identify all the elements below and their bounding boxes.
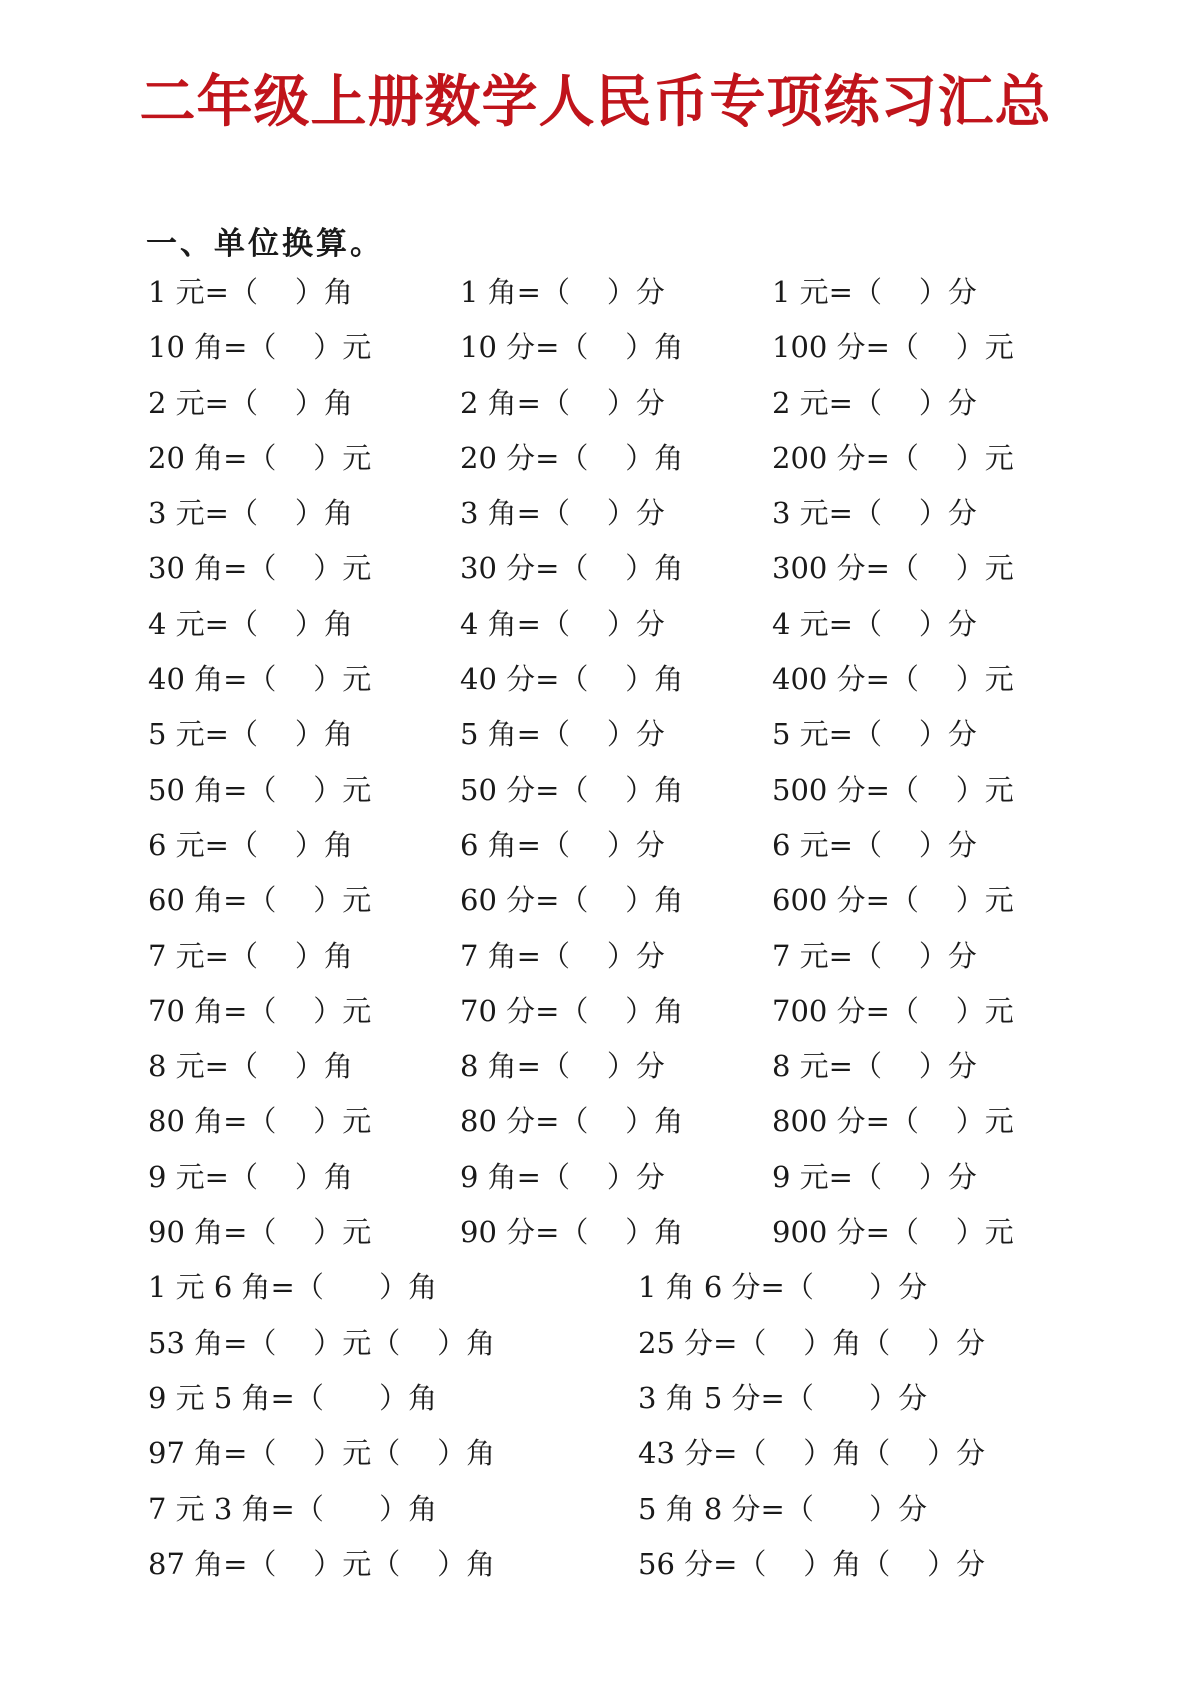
exercise-item: 2 角=（ ）分	[460, 385, 665, 420]
exercise-item: 2 元=（ ）角	[148, 385, 353, 420]
mixed-exercise-item: 43 分=（ ）角（ ）分	[638, 1436, 986, 1471]
exercise-item: 800 分=（ ）元	[772, 1104, 1014, 1139]
exercise-item: 40 分=（ ）角	[460, 662, 684, 697]
exercise-item: 70 分=（ ）角	[460, 993, 684, 1028]
exercise-item: 40 角=（ ）元	[148, 662, 372, 697]
exercise-item: 80 角=（ ）元	[148, 1104, 372, 1139]
mixed-exercise-item: 53 角=（ ）元（ ）角	[148, 1325, 496, 1360]
exercise-item: 4 元=（ ）分	[772, 606, 977, 641]
exercise-item: 7 元=（ ）分	[772, 938, 977, 973]
exercise-item: 1 元=（ ）分	[772, 275, 977, 309]
exercise-item: 8 元=（ ）分	[772, 1049, 977, 1084]
exercise-item: 70 角=（ ）元	[148, 993, 372, 1028]
mixed-exercise-item: 1 角 6 分=（ ）分	[638, 1270, 928, 1305]
mixed-exercise-item: 9 元 5 角=（ ）角	[148, 1380, 438, 1415]
mixed-exercise-item: 7 元 3 角=（ ）角	[148, 1491, 438, 1526]
exercise-item: 7 元=（ ）角	[148, 938, 353, 973]
exercise-item: 20 角=（ ）元	[148, 440, 372, 475]
exercise-item: 6 元=（ ）分	[772, 827, 977, 862]
exercise-item: 4 元=（ ）角	[148, 606, 353, 641]
exercise-item: 600 分=（ ）元	[772, 883, 1014, 918]
mixed-exercise-item: 5 角 8 分=（ ）分	[638, 1491, 928, 1526]
exercise-item: 80 分=（ ）角	[460, 1104, 684, 1139]
exercise-item: 60 角=（ ）元	[148, 883, 372, 918]
mixed-exercise-item: 25 分=（ ）角（ ）分	[638, 1325, 986, 1360]
exercise-item: 900 分=（ ）元	[772, 1215, 1014, 1250]
exercise-item: 200 分=（ ）元	[772, 440, 1014, 475]
mixed-exercise-item: 1 元 6 角=（ ）角	[148, 1270, 438, 1305]
exercise-item: 1 角=（ ）分	[460, 275, 665, 309]
exercise-item: 3 元=（ ）角	[148, 496, 353, 531]
exercise-item: 5 元=（ ）角	[148, 717, 353, 752]
exercise-item: 100 分=（ ）元	[772, 330, 1014, 365]
section-heading-unit-conversion: 一、单位换算。	[146, 226, 384, 262]
exercise-item: 8 元=（ ）角	[148, 1049, 353, 1084]
exercise-item: 4 角=（ ）分	[460, 606, 665, 641]
exercise-item: 50 分=（ ）角	[460, 772, 684, 807]
exercise-item: 2 元=（ ）分	[772, 385, 977, 420]
exercise-item: 300 分=（ ）元	[772, 551, 1014, 586]
exercise-item: 6 角=（ ）分	[460, 827, 665, 862]
exercise-item: 10 分=（ ）角	[460, 330, 684, 365]
exercise-item: 500 分=（ ）元	[772, 772, 1014, 807]
exercise-item: 7 角=（ ）分	[460, 938, 665, 973]
exercise-item: 9 元=（ ）分	[772, 1159, 977, 1194]
exercise-item: 50 角=（ ）元	[148, 772, 372, 807]
exercise-item: 700 分=（ ）元	[772, 993, 1014, 1028]
mixed-exercise-item: 3 角 5 分=（ ）分	[638, 1380, 928, 1415]
exercise-item: 20 分=（ ）角	[460, 440, 684, 475]
exercise-item: 5 角=（ ）分	[460, 717, 665, 752]
exercise-item: 30 角=（ ）元	[148, 551, 372, 586]
exercise-item: 3 元=（ ）分	[772, 496, 977, 531]
exercise-item: 8 角=（ ）分	[460, 1049, 665, 1084]
exercise-item: 90 分=（ ）角	[460, 1215, 684, 1250]
exercise-item: 1 元=（ ）角	[148, 275, 353, 309]
exercise-item: 5 元=（ ）分	[772, 717, 977, 752]
exercise-item: 9 元=（ ）角	[148, 1159, 353, 1194]
exercise-item: 400 分=（ ）元	[772, 662, 1014, 697]
exercise-item: 30 分=（ ）角	[460, 551, 684, 586]
mixed-exercise-item: 56 分=（ ）角（ ）分	[638, 1546, 986, 1581]
exercise-item: 6 元=（ ）角	[148, 827, 353, 862]
mixed-exercise-item: 97 角=（ ）元（ ）角	[148, 1436, 496, 1471]
exercise-item: 9 角=（ ）分	[460, 1159, 665, 1194]
page-title: 二年级上册数学人民币专项练习汇总	[139, 70, 1052, 135]
mixed-exercise-item: 87 角=（ ）元（ ）角	[148, 1546, 496, 1581]
exercise-item: 90 角=（ ）元	[148, 1215, 372, 1250]
exercise-item: 3 角=（ ）分	[460, 496, 665, 531]
exercise-item: 60 分=（ ）角	[460, 883, 684, 918]
exercise-item: 10 角=（ ）元	[148, 330, 372, 365]
